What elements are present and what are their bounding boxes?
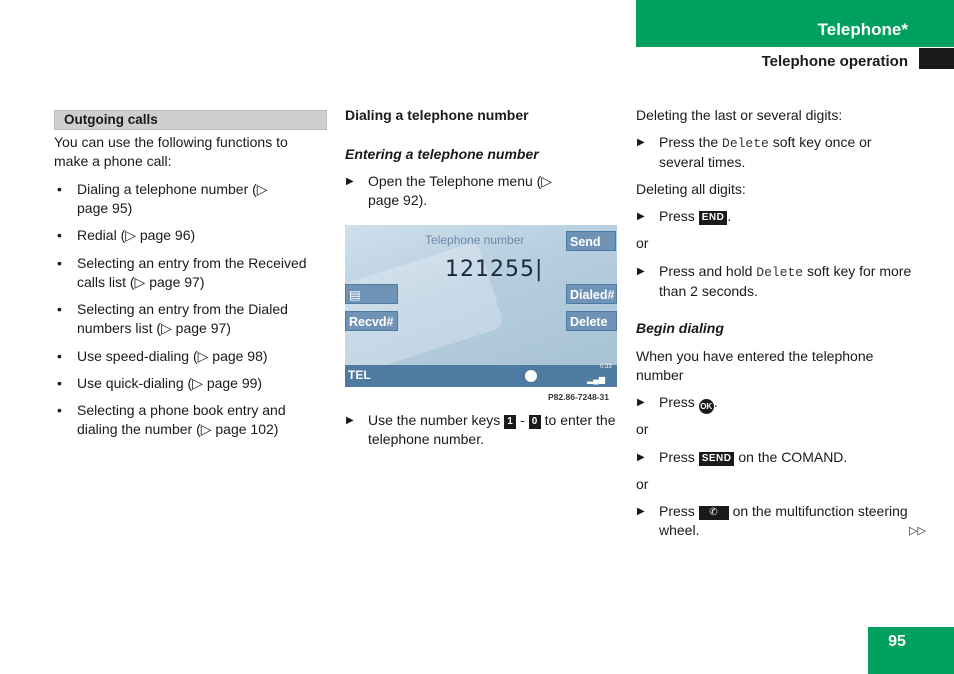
tel-label: TEL [348,368,371,382]
step-text: Press OK . [659,393,718,414]
paragraph: Deleting all digits: [636,181,746,197]
step-text: Press END . [659,208,732,224]
step-arrow-icon: ▶ [346,415,354,426]
bullet-icon: • [57,181,62,197]
joystick-icon [525,370,537,382]
phonebook-icon: ▤ [349,288,361,302]
step-heading: Begin dialing [636,320,724,336]
step-arrow-icon: ▶ [346,176,354,187]
subsection-heading: Dialing a telephone number [345,107,529,123]
delete-softkey-label: Delete [722,136,769,151]
received-softkey: Recvd# [345,311,398,331]
paragraph: Deleting the last or several digits: [636,107,843,123]
step-text: Press SEND on the COMAND. [659,449,848,465]
send-softkey: Send [566,231,616,251]
step-text: Press and hold Delete soft key for more than 2 seconds. [659,263,912,299]
display-clock: 0:33 [600,364,612,370]
section-subtitle: Telephone operation [761,53,908,70]
list-item: Dialing a telephone number (▷ page 95) [77,181,268,216]
section-title-bar [54,110,327,130]
figure-id: P82.86-7248-31 [548,392,609,402]
end-key-icon: END [699,211,728,225]
or-text: or [636,476,649,492]
bullet-icon: • [57,348,62,364]
step-text: Open the Telephone menu (▷ page 92). [368,173,553,208]
number-key-1-icon: 1 [504,415,516,429]
list-item: Selecting an entry from the Received calls list (▷ page 97) [77,255,307,290]
chapter-title: Telephone* [817,20,908,39]
bullet-icon: • [57,227,62,243]
signal-icon: ▂▄▆ [587,375,605,384]
dialed-softkey: Dialed# [566,284,617,304]
continue-icon: ▷▷ [909,525,926,537]
page-number: 95 [888,633,906,650]
step-heading: Entering a telephone number [345,146,539,162]
list-item: Selecting an entry from the Dialed numbers list (▷ page 97) [77,301,288,336]
list-item: Selecting a phone book entry and dialing the number (▷ page 102) [77,402,286,437]
step-text: Press the Delete soft key once or several times. [659,134,872,170]
list-item: Use quick-dialing (▷ page 99) [77,375,263,391]
step-arrow-icon: ▶ [637,452,645,463]
send-key-icon: SEND [699,452,735,466]
phonebook-softkey [345,284,398,304]
delete-softkey-label: Delete [756,265,804,280]
bullet-icon: • [57,301,62,317]
paragraph: When you have entered the telephone number [636,348,874,383]
step-arrow-icon: ▶ [637,397,645,408]
number-key-0-icon: 0 [529,415,541,429]
step-arrow-icon: ▶ [637,137,645,148]
telephone-display-figure [345,225,617,387]
step-arrow-icon: ▶ [637,506,645,517]
intro-text: You can use the following functions to make a phone call: [54,134,288,169]
bullet-icon: • [57,255,62,271]
list-item: Use speed-dialing (▷ page 98) [77,348,268,364]
display-title: Telephone number [425,233,525,247]
display-number: 121255| [445,257,544,282]
or-text: or [636,421,649,437]
delete-softkey: Delete [566,311,617,331]
step-text: Use the number keys 1 - 0 to enter the telephone number. [368,412,616,447]
step-arrow-icon: ▶ [637,211,645,222]
display-status-bar [345,365,617,387]
section-title: Outgoing calls [64,112,158,127]
bullet-icon: • [57,402,62,418]
step-text: Press ✆ on the multifunction steering wheel. [659,503,908,538]
bullet-icon: • [57,375,62,391]
header-marker [919,48,954,69]
or-text: or [636,235,649,251]
list-item: Redial (▷ page 96) [77,227,196,243]
step-arrow-icon: ▶ [637,266,645,277]
phone-handset-key-icon: ✆ [699,506,729,520]
ok-button-icon: OK [699,399,714,414]
